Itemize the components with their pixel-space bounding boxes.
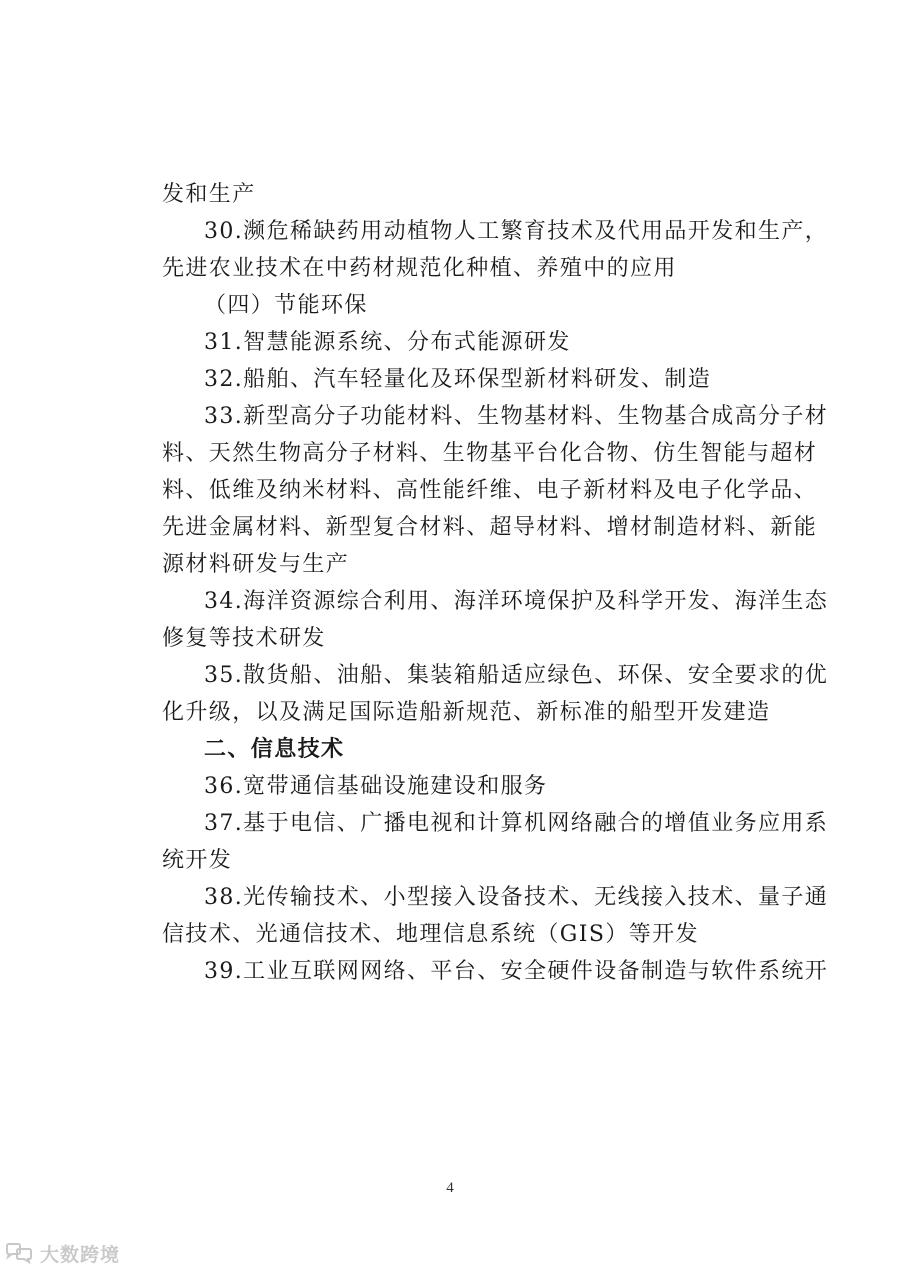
- chat-bubbles-logo-icon: [4, 1242, 34, 1264]
- watermark-text: 大数跨境: [40, 1243, 121, 1266]
- text-line: 34.海洋资源综合利用、海洋环境保护及科学开发、海洋生态: [204, 589, 829, 614]
- text-line: 38.光传输技术、小型接入设备技术、无线接入技术、量子通: [204, 885, 829, 910]
- section-heading: 二、信息技术: [204, 737, 345, 762]
- text-line: 先进金属材料、新型复合材料、超导材料、增材制造材料、新能: [162, 515, 818, 540]
- document-body: [162, 176, 829, 990]
- text-line: 37.基于电信、广播电视和计算机网络融合的增值业务应用系: [204, 811, 829, 836]
- text-line: 35.散货船、油船、集装箱船适应绿色、环保、安全要求的优: [204, 663, 829, 688]
- text-line: 料、低维及纳米材料、高性能纤维、电子新材料及电子化学品、: [162, 478, 818, 503]
- text-line: 统开发: [162, 848, 233, 873]
- text-line: 32.船舶、汽车轻量化及环保型新材料研发、制造: [204, 367, 712, 392]
- text-line: 先进农业技术在中药材规范化种植、养殖中的应用: [162, 256, 677, 281]
- text-line: 发和生产: [162, 182, 256, 207]
- text-line: 化升级，以及满足国际造船新规范、新标准的船型开发建造: [162, 700, 771, 725]
- text-line: 料、天然生物高分子材料、生物基平台化合物、仿生智能与超材: [162, 441, 818, 466]
- text-line: 36.宽带通信基础设施建设和服务: [204, 774, 548, 799]
- text-line: 30.濒危稀缺药用动植物人工繁育技术及代用品开发和生产，: [204, 219, 829, 244]
- text-line: 33.新型高分子功能材料、生物基材料、生物基合成高分子材: [204, 404, 829, 429]
- watermark: [4, 1240, 120, 1266]
- text-line: 修复等技术研发: [162, 626, 326, 651]
- text-line: 源材料研发与生产: [162, 552, 350, 577]
- text-line: 31.智慧能源系统、分布式能源研发: [204, 330, 571, 355]
- text-line: 信技术、光通信技术、地理信息系统（GIS）等开发: [162, 922, 699, 947]
- page-number: 4: [446, 1180, 454, 1196]
- section-subheading: （四）节能环保: [204, 293, 368, 318]
- text-line: 39.工业互联网网络、平台、安全硬件设备制造与软件系统开: [204, 959, 829, 984]
